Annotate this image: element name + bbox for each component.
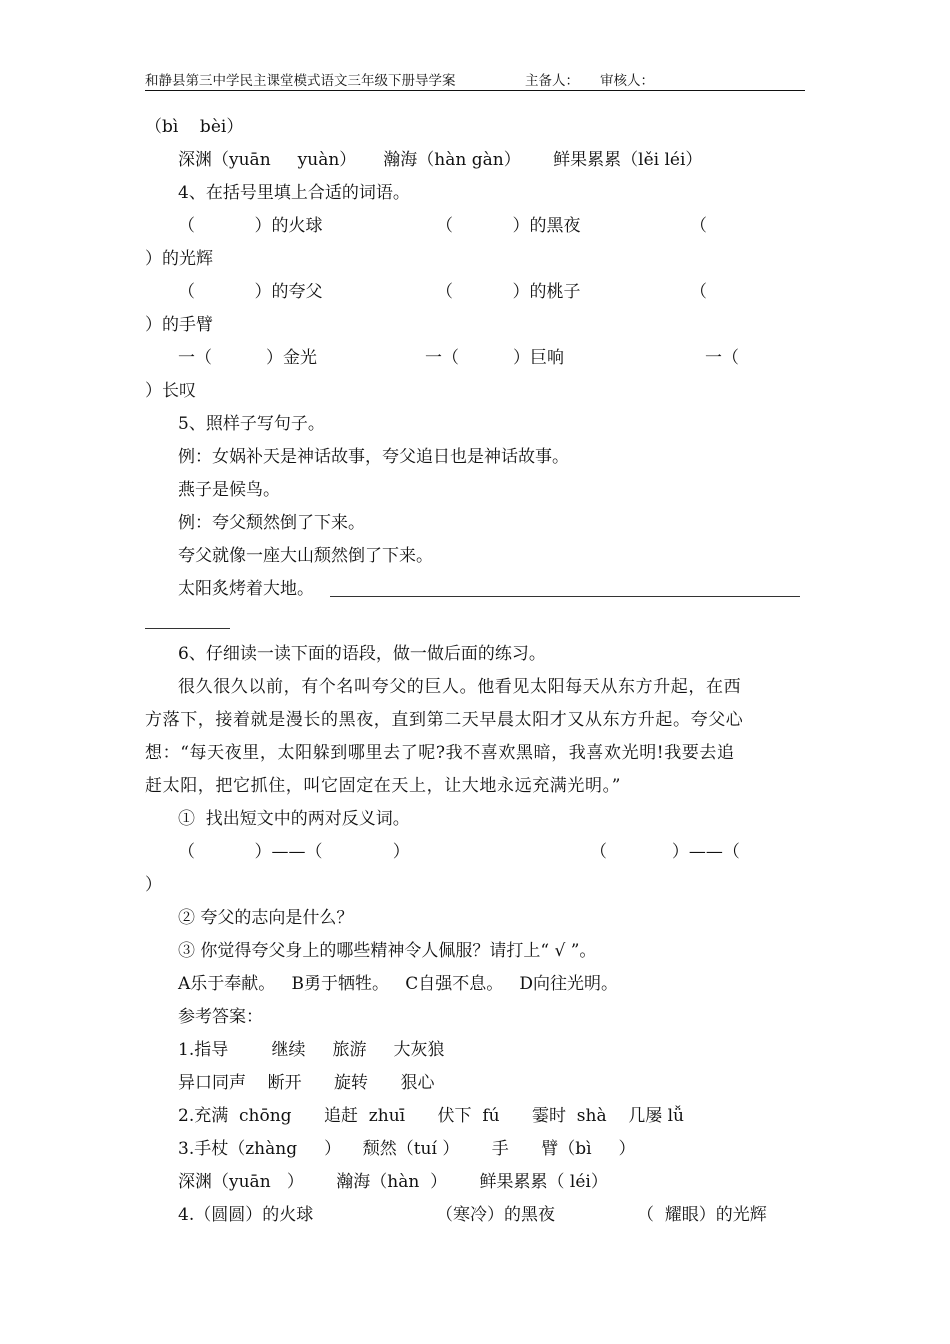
fill-blank-item: ）的光辉 [145, 249, 213, 269]
fill-blank-item: ）长叹 [145, 381, 196, 401]
exercise-sentence: 太阳炙烤着大地。 [178, 579, 314, 599]
fill-blank-item: 一（ ）金光 [178, 348, 318, 368]
fill-blank-item: 一（ ）巨响 [425, 348, 565, 368]
fill-blank-item: 一（ [705, 348, 739, 368]
fill-blank-item: （ ）的夸父 [178, 282, 323, 302]
answer-line-text: 异口同声 断开 旋转 狠心 [178, 1073, 435, 1093]
fill-blank-item: （ ）的火球 [178, 216, 323, 236]
page-header [145, 72, 805, 91]
passage-text: 方落下，接着就是漫长的黑夜，直到第二天早晨太阳才又从东方升起。夸父心 [145, 710, 744, 730]
fill-blank-item: （ ）的桃子 [436, 282, 581, 302]
sub-question: ① 找出短文中的两对反义词。 [178, 809, 410, 829]
pinyin-line: （bì bèi） [145, 117, 244, 137]
fill-blank-item: ）的手臂 [145, 315, 213, 335]
fill-blank-item: （ ）的黑夜 [436, 216, 581, 236]
pinyin-line: 深渊（yuān yuàn） 瀚海（hàn gàn） 鲜果累累（lěi léi） [178, 150, 703, 170]
choice-options: A乐于奉献。 B勇于牺牲。 C自强不息。 D向往光明。 [178, 974, 619, 994]
antonym-blanks: （ ）——（ [590, 842, 740, 862]
answer-line-text: 1.指导 继续 旅游 大灰狼 [178, 1040, 445, 1060]
fill-blank-item: （ [690, 282, 707, 302]
reviewer-label: 审核人： [600, 73, 654, 89]
answer-line-text: 2.充满 chōng 追赶 zhuī 伏下 fú 霎时 shà 几屡 lǚ [178, 1106, 684, 1126]
answer-line-text: 3.手杖（zhàng ） 颓然（tuí ） 手 臂（bì ） [178, 1139, 636, 1159]
example-sentence: 例：夸父颓然倒了下来。 [178, 513, 365, 533]
sub-question: ③ 你觉得夸父身上的哪些精神令人佩服？请打上“ √ ”。 [178, 941, 597, 961]
example-sentence: 夸父就像一座大山颓然倒了下来。 [178, 546, 433, 566]
sub-question: ② 夸父的志向是什么？ [178, 908, 354, 928]
answer-line-text: （ 耀眼）的光辉 [637, 1205, 767, 1225]
exercise-sentence: 燕子是候鸟。 [178, 480, 280, 500]
answer-line-text: 深渊（yuān ） 瀚海（hàn ） 鲜果累累（ léi） [178, 1172, 608, 1192]
fill-blank-item: （ [690, 216, 707, 236]
question-5-title: 5、照样子写句子。 [178, 414, 325, 434]
preparer-label: 主备人： [525, 73, 579, 89]
answer-line [145, 628, 230, 629]
school-title: 和静县第三中学民主课堂模式语文三年级下册导学案 [145, 73, 456, 89]
question-4-title: 4、在括号里填上合适的词语。 [178, 183, 410, 203]
answer-line [330, 596, 800, 597]
passage-text: 很久很久以前，有个名叫夸父的巨人。他看见太阳每天从东方升起，在西 [178, 677, 742, 697]
antonym-blanks: （ ）——（ ） [178, 842, 410, 862]
answer-line-text: （寒冷）的黑夜 [436, 1205, 555, 1225]
question-6-title: 6、仔细读一读下面的语段，做一做后面的练习。 [178, 644, 546, 664]
example-sentence: 例：女娲补天是神话故事，夸父追日也是神话故事。 [178, 447, 569, 467]
answer-line-text: 4.（圆圆）的火球 [178, 1205, 314, 1225]
passage-text: 赶太阳，把它抓住，叫它固定在天上，让大地永远充满光明。” [145, 776, 621, 796]
passage-text: 想：“每天夜里，太阳躲到哪里去了呢?我不喜欢黑暗，我喜欢光明!我要去追 [145, 743, 735, 763]
answer-key-title: 参考答案： [178, 1007, 263, 1027]
antonym-blanks: ） [145, 875, 162, 895]
